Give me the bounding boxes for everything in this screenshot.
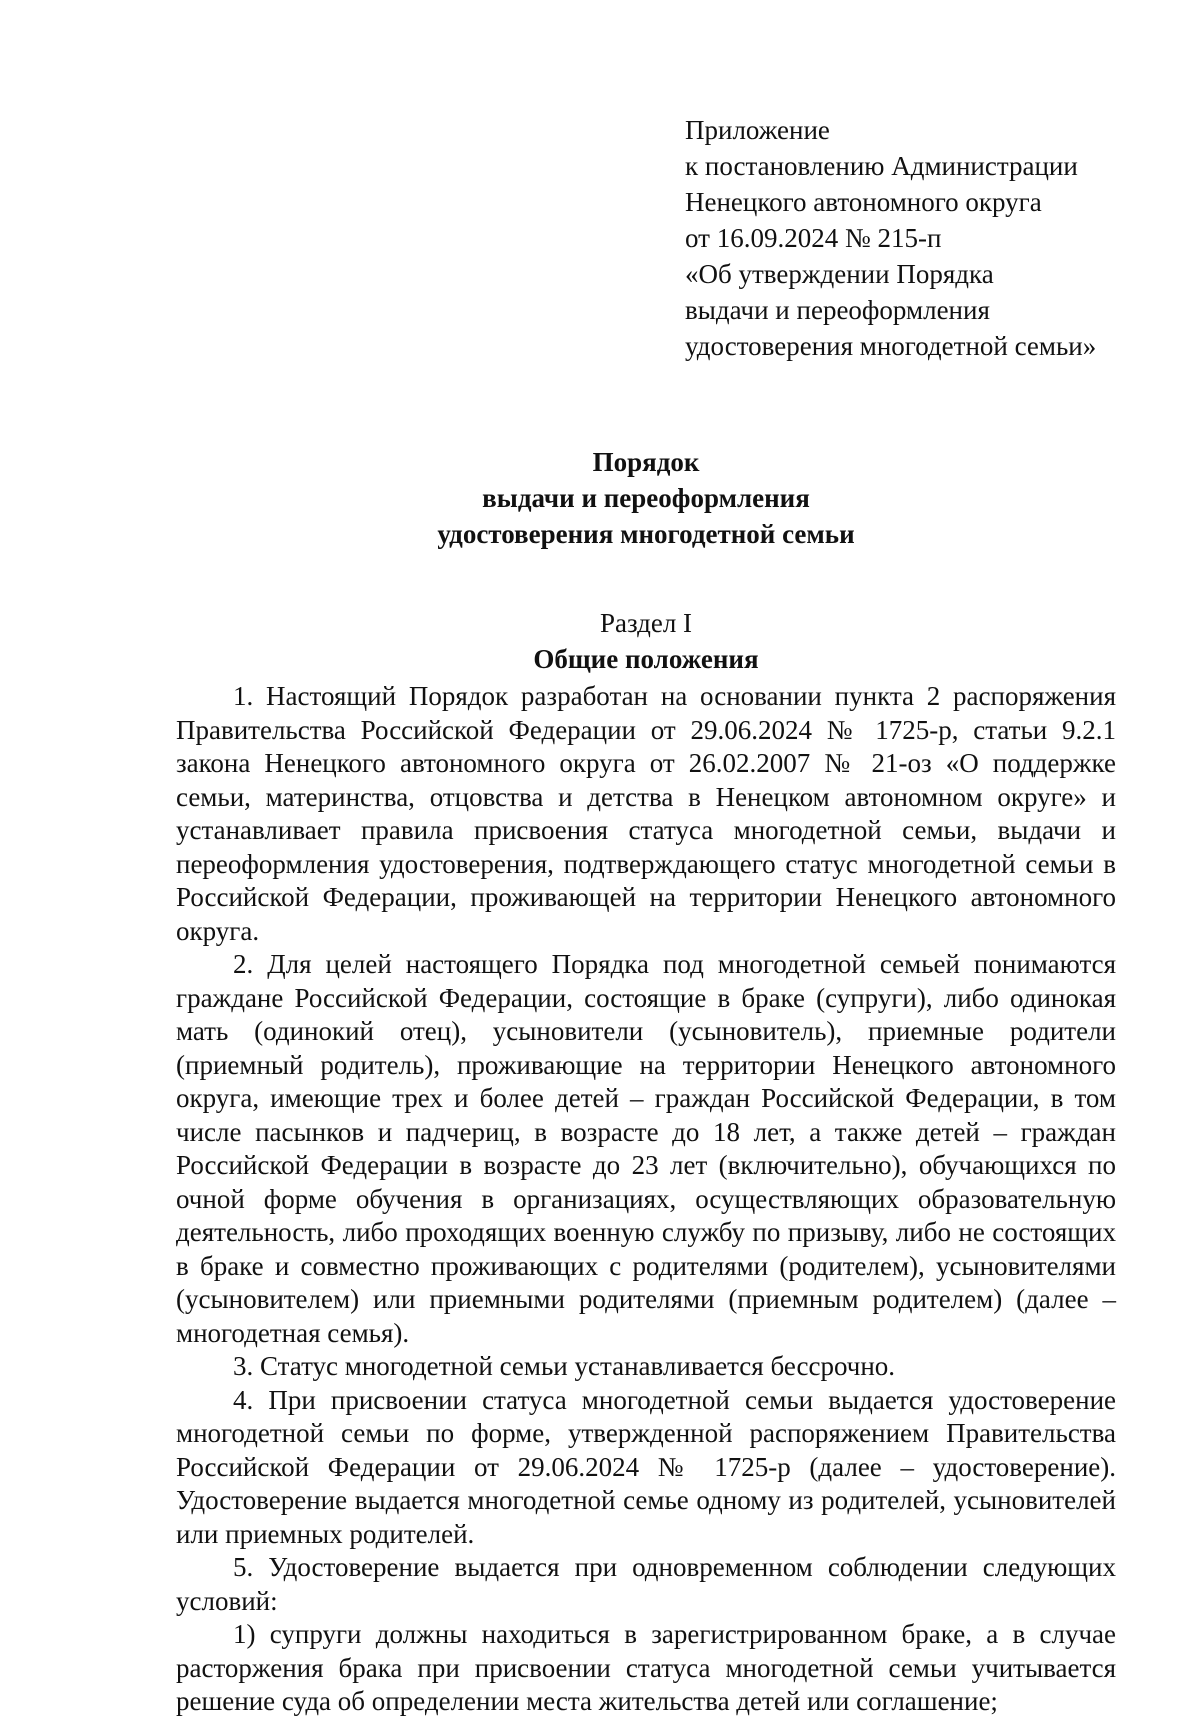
title-line: выдачи и переоформления xyxy=(482,483,810,513)
appendix-line: удостоверения многодетной семьи» xyxy=(685,331,1097,361)
appendix-line: к постановлению Администрации xyxy=(685,151,1078,181)
appendix-line: выдачи и переоформления xyxy=(685,295,990,325)
appendix-line: «Об утверждении Порядка xyxy=(685,259,994,289)
document-title xyxy=(176,444,1116,552)
paragraph: 1. Настоящий Порядок разработан на основании пункта 2 распоряжения Правительства Российской Федерации от 29.06.2024 № 1725-р, статьи 9.2.1 закона Ненецкого автономного округа от 26.02.2007 № 21-оз «О поддержке семьи, материнства, отцовства и детства в Ненецком автономном округе» и устанавливает правила присвоения статуса многодетной семьи, выдачи и переоформления удостоверения, подтверждающего статус многодетной семьи в Российской Федерации, проживающей на территории Ненецкого автономного округа. xyxy=(176,681,1116,946)
appendix-line: от 16.09.2024 № 215-п xyxy=(685,223,942,253)
appendix-line: Приложение xyxy=(685,115,830,145)
paragraph: 4. При присвоении статуса многодетной семьи выдается удостоверение многодетной семьи по форме, утвержденной распоряжением Правительства Российской Федерации от 29.06.2024 № 1725-р (далее – удостоверение). Удостоверение выдается многодетной семье одному из родителей, усыновителей или приемных родителей. xyxy=(176,1384,1116,1549)
appendix-line: Ненецкого автономного округа xyxy=(685,187,1042,217)
appendix-header xyxy=(685,112,1145,364)
section-heading xyxy=(176,605,1116,677)
title-line: удостоверения многодетной семьи xyxy=(437,519,855,549)
paragraph: 1) супруги должны находиться в зарегистрированном браке, а в случае расторжения брака при присвоении статуса многодетной семьи учитывается решение суда об определении места жительства детей или соглашение; xyxy=(176,1619,1116,1716)
document-body xyxy=(176,680,1116,1719)
section-name: Общие положения xyxy=(533,644,759,674)
title-line: Порядок xyxy=(592,447,700,477)
paragraph: 2. Для целей настоящего Порядка под многодетной семьей понимаются граждане Российской Федерации, состоящие в браке (супруги), либо одинокая мать (одинокий отец), усыновители (усыновитель), приемные родители (приемный родитель), проживающие на территории Ненецкого автономного округа, имеющие трех и более детей – граждан Российской Федерации, в том числе пасынков и падчериц, в возрасте до 18 лет, а также детей – граждан Российской Федерации в возрасте до 23 лет (включительно), обучающихся по очной форме обучения в организациях, осуществляющих образовательную деятельность, либо проходящих военную службу по призыву, либо не состоящих в браке и совместно проживающих с родителями (родителем), усыновителями (усыновителем) или приемными родителями (приемным родителем) (далее – многодетная семья). xyxy=(176,949,1116,1348)
paragraph: 5. Удостоверение выдается при одновременном соблюдении следующих условий: xyxy=(176,1552,1116,1616)
section-number: Раздел I xyxy=(599,608,693,638)
paragraph: 3. Статус многодетной семьи устанавливается бессрочно. xyxy=(233,1351,896,1381)
